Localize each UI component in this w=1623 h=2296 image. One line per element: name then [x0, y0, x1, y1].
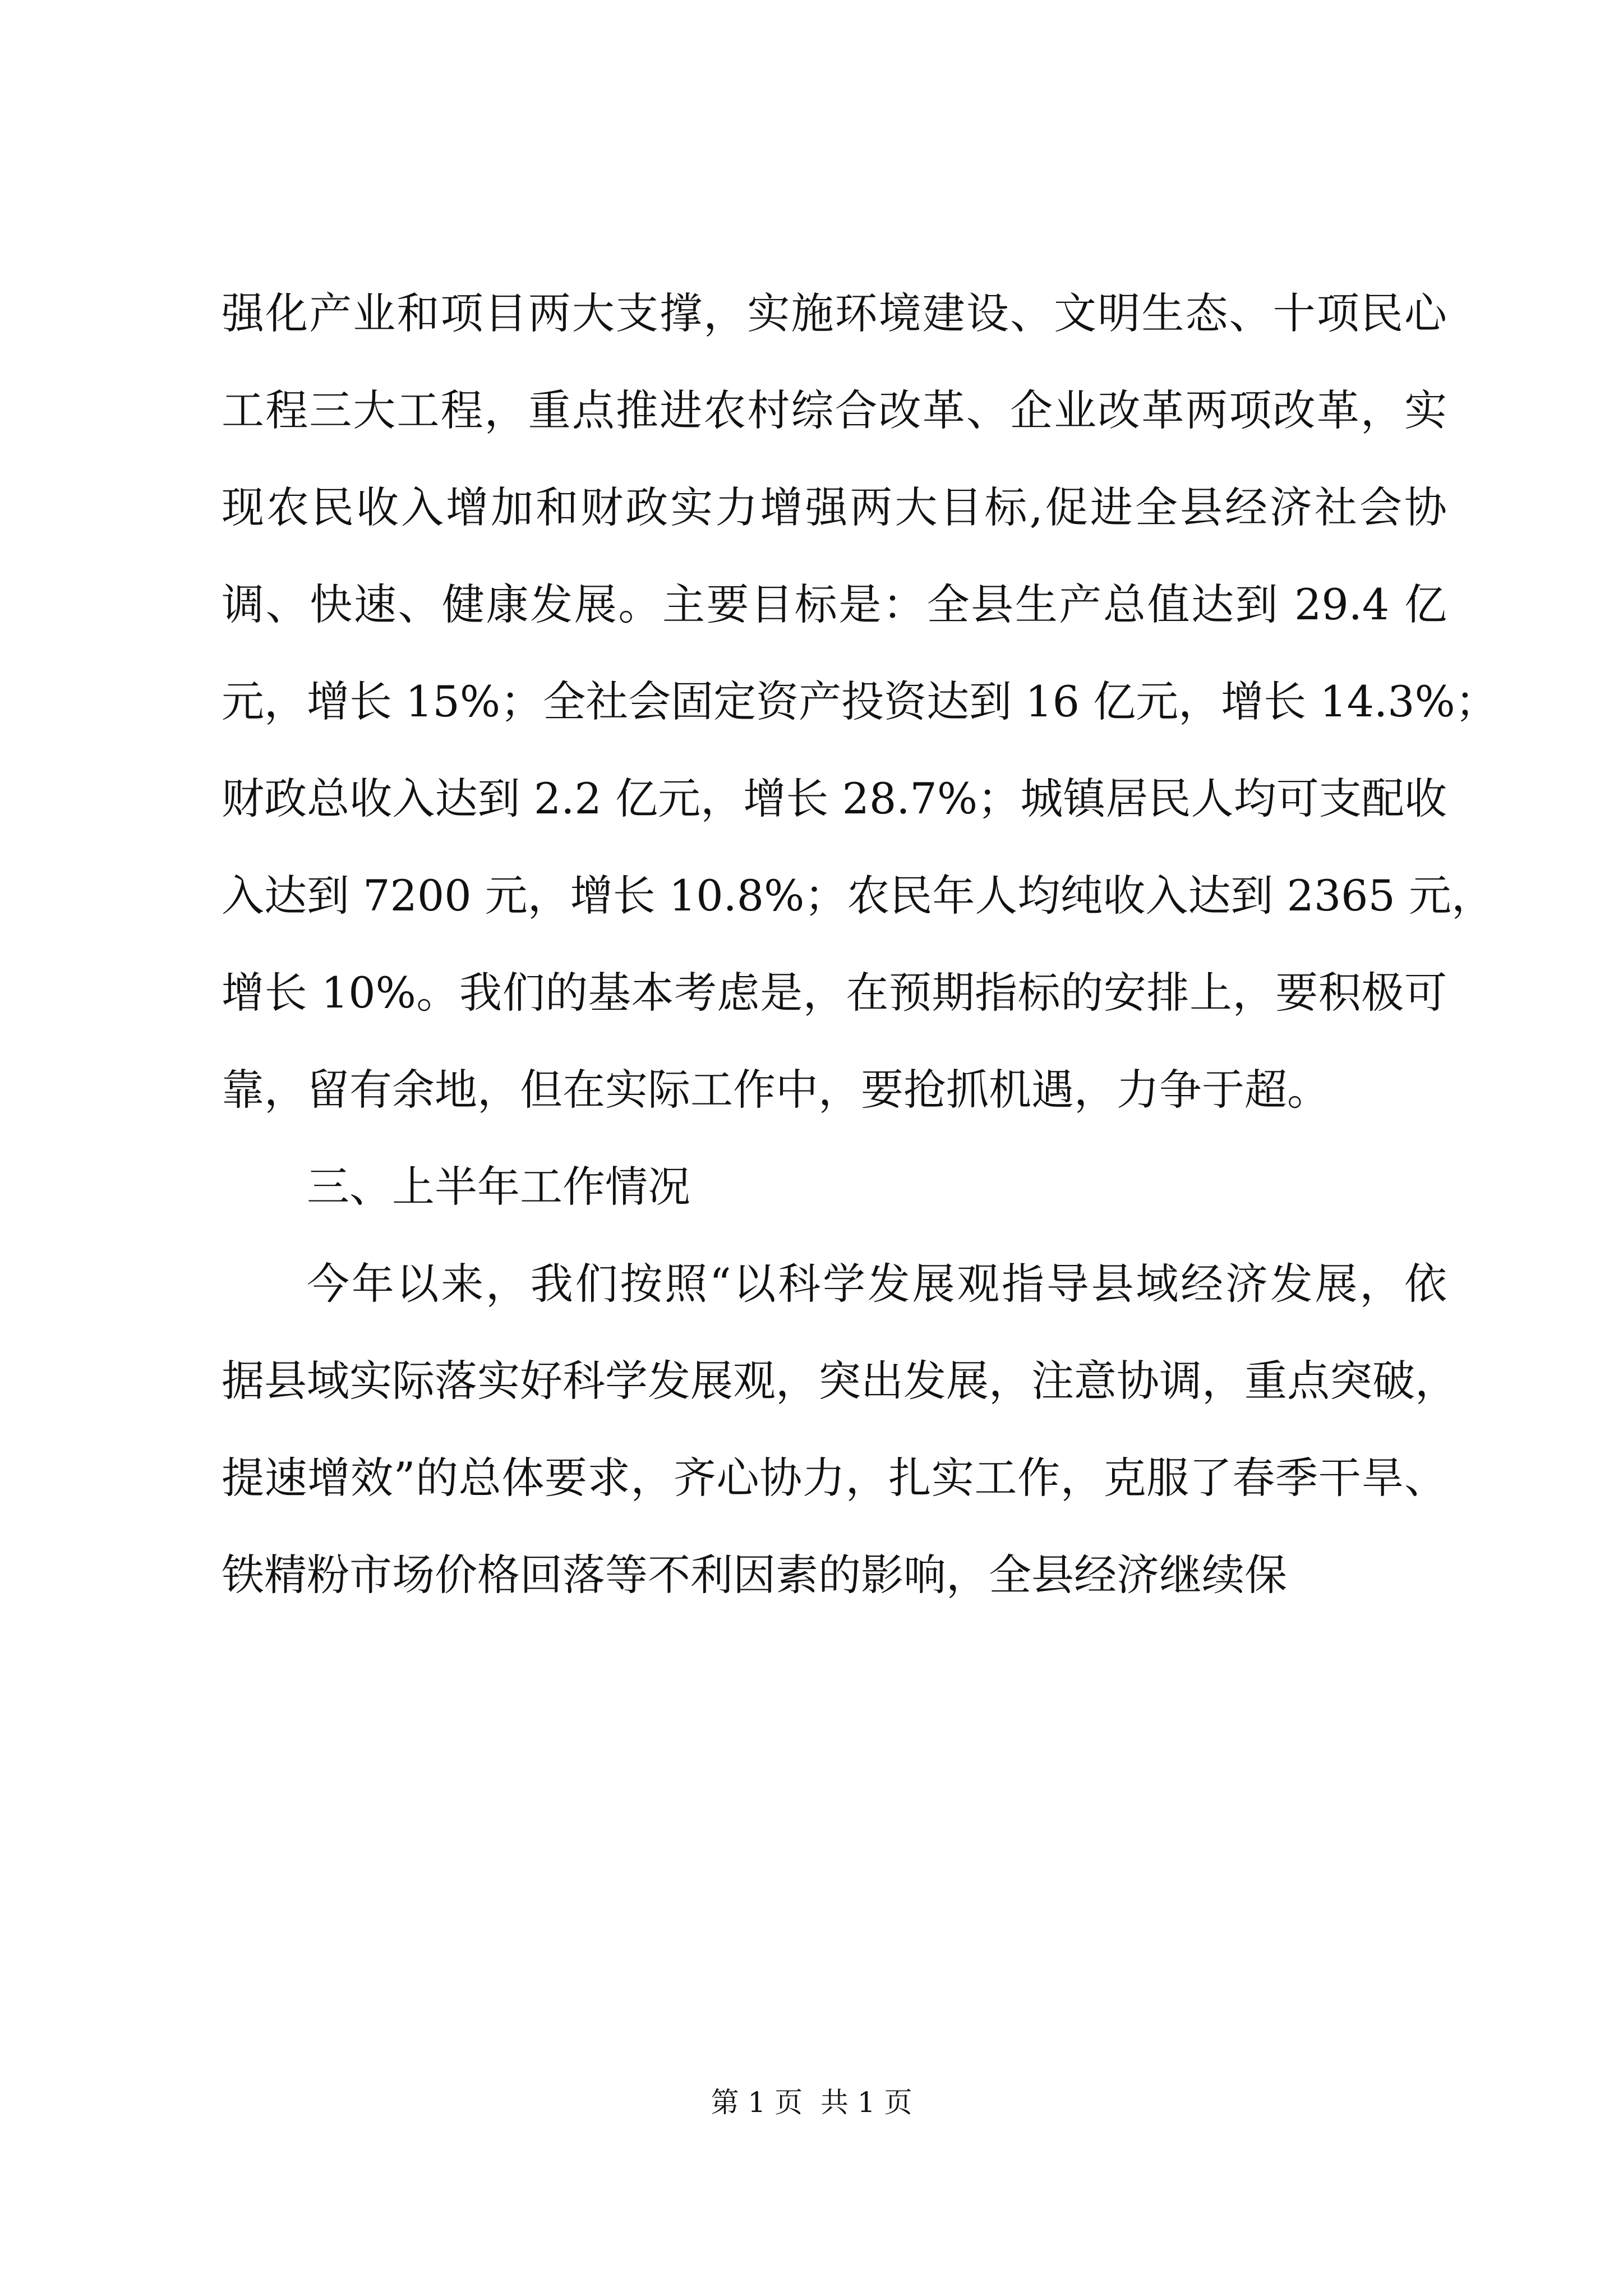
page-footer: [0, 2086, 1623, 2119]
section-heading: 三、上半年工作情况: [307, 1162, 690, 1212]
text-line: 靠，留有余地，但在实际工作中，要抢抓机遇，力争于超。: [222, 1065, 1330, 1115]
text-line: 工程三大工程，重点推进农村综合改革、企业改革两项改革，实: [222, 385, 1447, 435]
text-line: 提速增效”的总体要求，齐心协力，扎实工作，克服了春季干旱、: [222, 1453, 1447, 1503]
text-line: 增长 10%。我们的基本考虑是，在预期指标的安排上，要积极可: [222, 968, 1447, 1018]
text-line: 调、快速、健康发展。主要目标是：全县生产总值达到 29.4 亿: [222, 579, 1447, 629]
text-line: 现农民收入增加和财政实力增强两大目标,促进全县经济社会协: [222, 482, 1447, 532]
text-line: 财政总收入达到 2.2 亿元，增长 28.7%；城镇居民人均可支配收: [222, 774, 1447, 823]
text-line: 据县域实际落实好科学发展观，突出发展，注意协调，重点突破，: [222, 1356, 1458, 1406]
text-line: 今年以来，我们按照“以科学发展观指导县域经济发展，依: [307, 1259, 1447, 1309]
document-body: [222, 265, 1498, 1623]
text-line: 强化产业和项目两大支撑，实施环境建设、文明生态、十项民心: [222, 288, 1447, 338]
text-line: 元，增长 15%；全社会固定资产投资达到 16 亿元，增长 14.3%；: [222, 677, 1498, 726]
page-number-label: 第 1 页 共 1 页: [711, 2086, 912, 2119]
text-line: 铁精粉市场价格回落等不利因素的影响，全县经济继续保: [222, 1550, 1287, 1600]
text-line: 入达到 7200 元，增长 10.8%；农民年人均纯收入达到 2365 元，: [222, 871, 1495, 921]
